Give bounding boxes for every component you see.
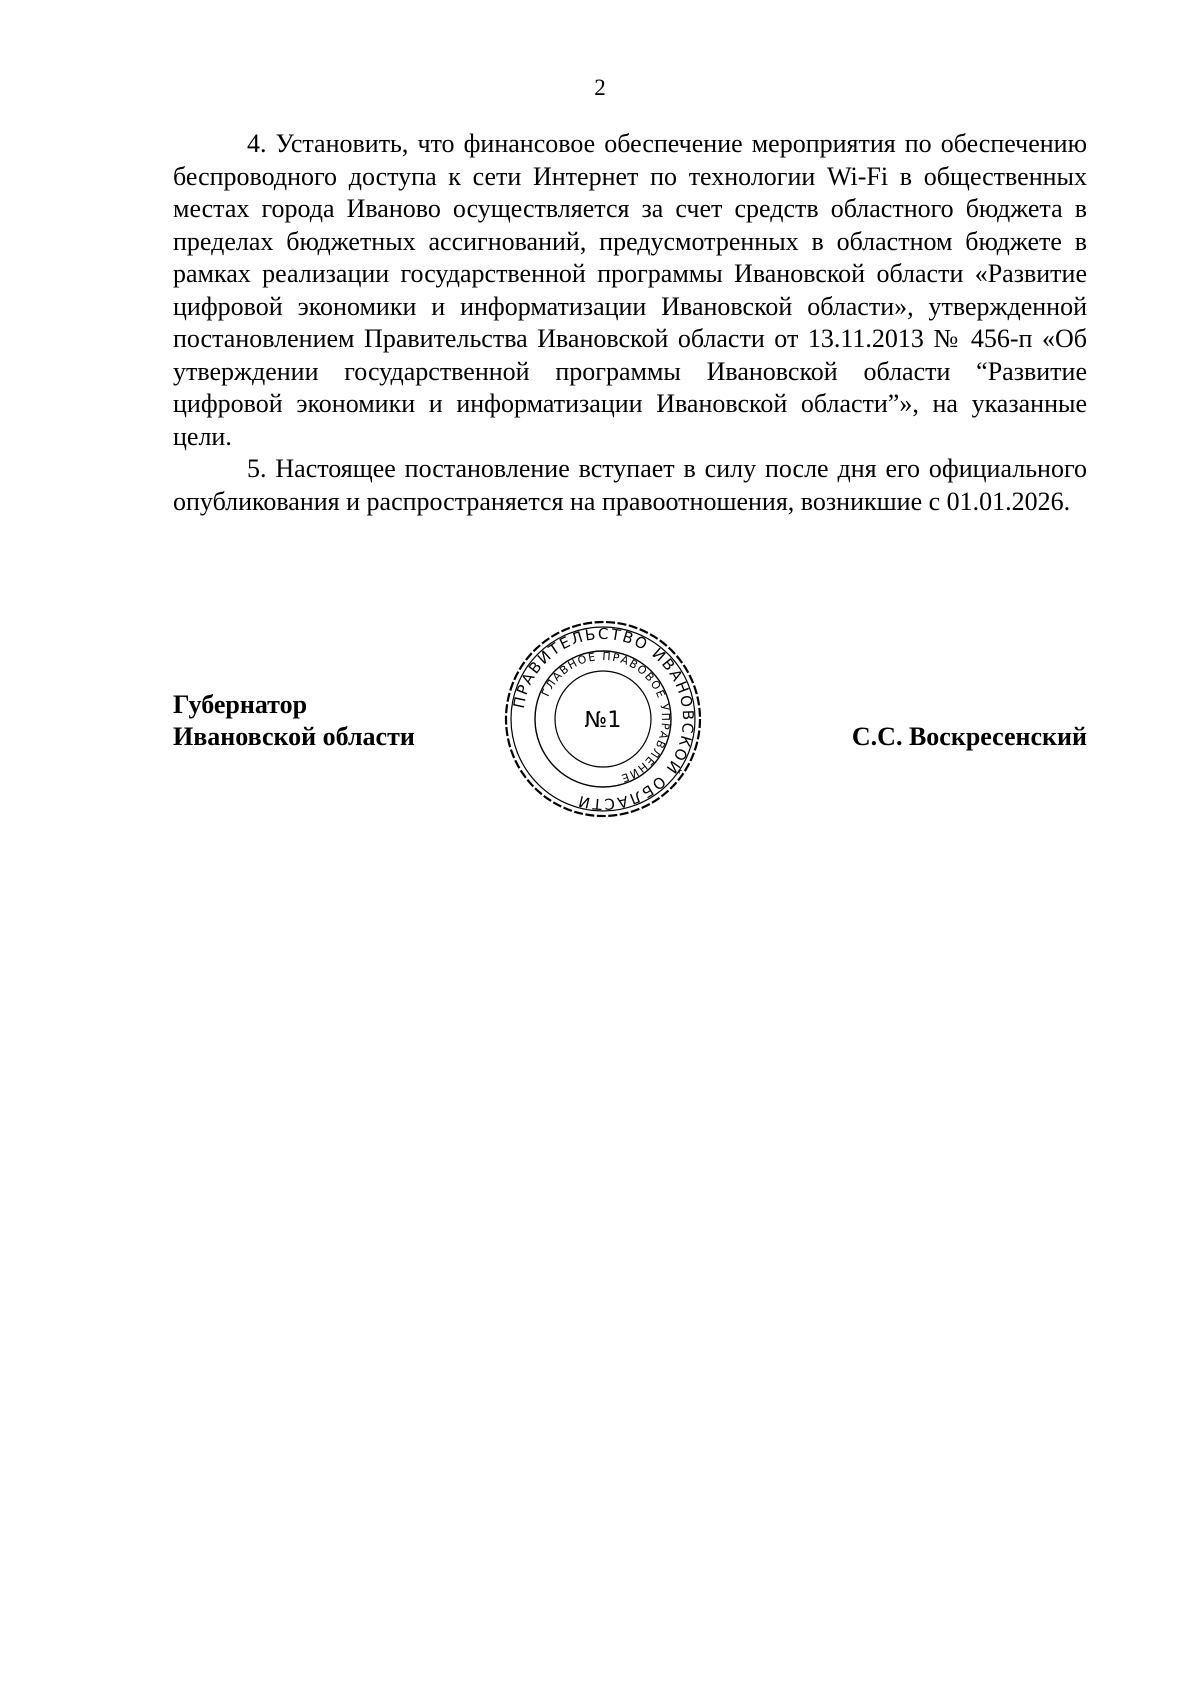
- stamp-center-text: №1: [584, 708, 622, 733]
- stamp-outer-text: ПРАВИТЕЛЬСТВО ИВАНОВСКОЙ ОБЛАСТИ: [509, 624, 698, 814]
- paragraph-4: 4. Установить, что финансовое обеспечение мероприятия по обеспечению беспроводного доступа к сети Интернет по технологии Wi-Fi в общественных местах города Иваново осуществляется за счет средств областного бюджета в пределах бюджетных ассигнований, предусмотренных в областном бюджете в рамках реализации государственной программы Ивановской области «Развитие цифровой экономики и информатизации Ивановской области», утвержденной постановлением Правительства Ивановской области от 13.11.2013 № 456-п «Об утверждении государственной программы Ивановской области “Развитие цифровой экономики и информатизации Ивановской области”», на указанные цели.: [173, 129, 1087, 451]
- signer-position-line-1: Губернатор: [173, 690, 308, 719]
- document-body: [173, 128, 1087, 518]
- paragraph-5: 5. Настоящее постановление вступает в силу после дня его официального опубликования и распространяется на правоотношения, возникшие с 01.01.2026.: [173, 454, 1087, 516]
- signer-name: С.С. Воскресенский: [851, 722, 1087, 751]
- stamp-seal-graphic: [503, 619, 703, 819]
- signature-block: [173, 619, 1087, 839]
- signer-position-line-2: Ивановской области: [173, 722, 415, 751]
- stamp-inner-text: ГЛАВНОЕ ПРАВОВОЕ УПРАВЛЕНИЕ: [538, 649, 673, 786]
- page-number: 2: [594, 75, 606, 100]
- signer-position: [173, 689, 415, 753]
- official-stamp: [503, 619, 703, 819]
